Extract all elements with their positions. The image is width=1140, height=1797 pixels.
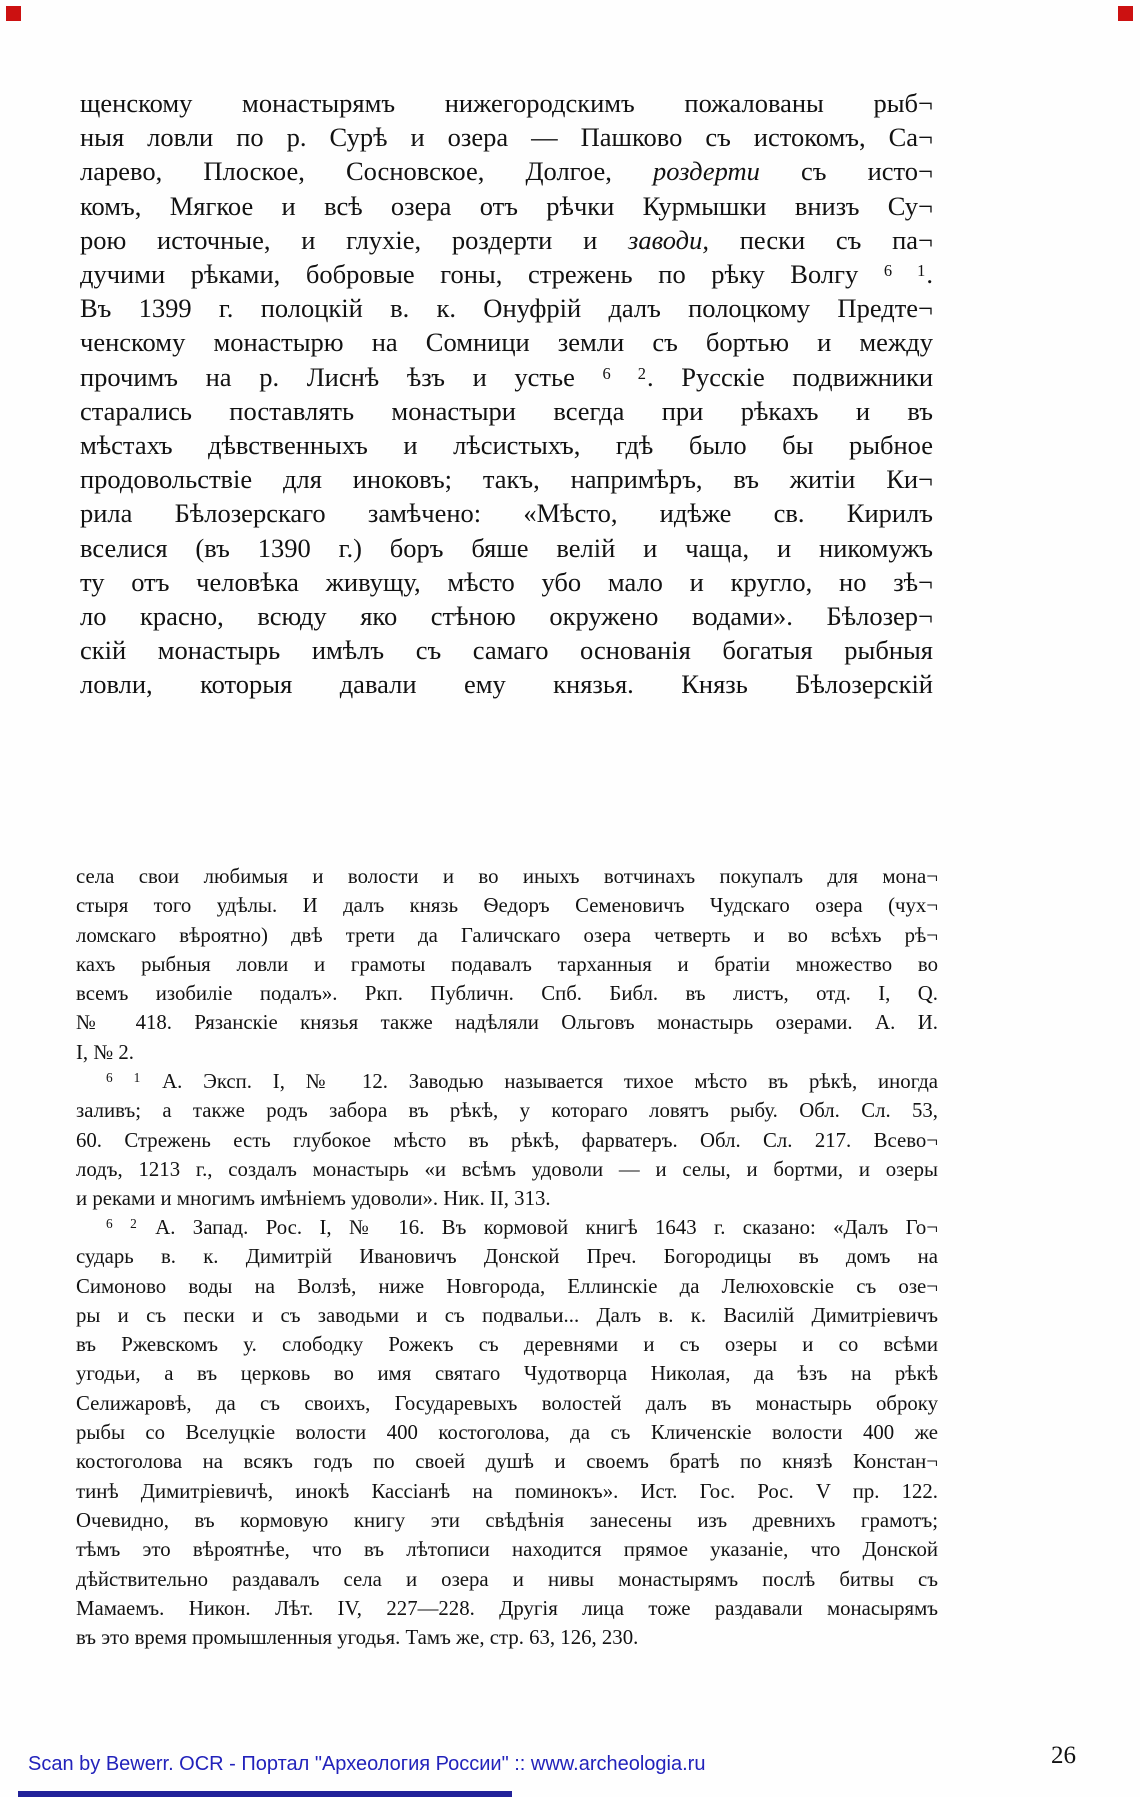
text-line: прочимъ на р. Лиснѣ ѣзъ и устье $^{6 2}$. Русскіе подвижники xyxy=(80,361,933,392)
text-line: № 418. Рязанскіе князья также надѣляли Ольговъ монастырь озерами. А. И. xyxy=(76,1011,938,1035)
text-line: всемъ изобиліе подалъ». Ркп. Публичн. Спб. Библ. въ листъ, отд. I, Q. xyxy=(76,982,938,1006)
text-line: продовольствіе для иноковъ; такъ, напримѣръ, въ житіи Ки¬ xyxy=(80,464,933,495)
text-line: тѣмъ это вѣроятнѣе, что въ лѣтописи находится прямое указаніе, что Донской xyxy=(76,1538,938,1562)
page-number: 26 xyxy=(1051,1742,1076,1769)
text-line: лодъ, 1213 г., создалъ монастырь «и всѣмъ удоволи — и селы, и бортми, и озеры xyxy=(76,1157,938,1181)
footnote-61-block xyxy=(76,1067,938,1213)
text-line: Въ 1399 г. полоцкій в. к. Онуфрій далъ полоцкому Предте¬ xyxy=(80,293,933,324)
text-line: рою источные, и глухіе, роздерти и заводи, пески съ па¬ xyxy=(80,224,934,255)
main-body-text xyxy=(80,86,933,702)
text-line: рила Бѣлозерскаго замѣчено: «Мѣсто, идѣже св. Кирилъ xyxy=(80,498,933,529)
text-line: вселися (въ 1390 г.) боръ бяше велій и чаща, и никомужъ xyxy=(80,532,933,563)
text-line: Очевидно, въ кормовую книгу эти свѣдѣнія занесены изъ древнихъ грамотъ; xyxy=(76,1508,938,1532)
text-line: угодьи, а въ церковь во имя святаго Чудотворца Николая, да ѣзъ на рѣкѣ xyxy=(76,1362,938,1386)
text-line: сударь в. к. Димитрій Ивановичъ Донской Преч. Богородицы въ домъ на xyxy=(76,1245,938,1269)
red-corner-mark-right xyxy=(1118,6,1133,21)
text-line: дѣйствительно раздавалъ села и озера и нивы монастырямъ послѣ битвы съ xyxy=(76,1567,938,1591)
text-line: рыбы со Вселуцкіе волости 400 костоголова, да съ Кличенскіе волости 400 же xyxy=(76,1421,938,1445)
scan-credit-footer: Scan by Bewerr. OCR - Портал "Археология России" :: www.archeologia.ru xyxy=(28,1753,706,1775)
text-line: ловли, которыя давали ему князья. Князь Бѣлозерскій xyxy=(80,669,933,700)
text-line: въ это время промышленныя угодья. Тамъ же, стр. 63, 126, 230. xyxy=(76,1626,639,1650)
text-line: кахъ рыбныя ловли и грамоты подавалъ тарханныя и братіи множество во xyxy=(76,952,938,976)
text-line: въ Ржевскомъ у. слободку Рожекъ съ деревнями и съ озеры и со всѣми xyxy=(76,1333,938,1357)
text-line: ныя ловли по р. Сурѣ и озера — Пашково съ истокомъ, Са¬ xyxy=(80,122,933,153)
text-line: старались поставлять монастыри всегда при рѣкахъ и въ xyxy=(80,395,933,426)
text-line: ларево, Плоское, Сосновское, Долгое, роздерти съ исто¬ xyxy=(80,156,933,187)
text-line: села свои любимыя и волости и во иныхъ вотчинахъ покупалъ для мона¬ xyxy=(76,865,938,888)
text-line: заливъ; а также родъ забора въ рѣкѣ, у котораго ловятъ рыбу. Обл. Сл. 53, xyxy=(76,1099,938,1123)
text-line: стыря того удѣлы. И далъ князь Ѳедоръ Семеновичъ Чудскаго озера (чух¬ xyxy=(76,894,938,918)
text-line: $^{6 2}$ А. Запад. Рос. I, № 16. Въ кормовой книгѣ 1643 г. сказано: «Далъ Го¬ xyxy=(106,1216,938,1239)
text-line: ло красно, всюду яко стѣною окружено водами». Бѣлозер¬ xyxy=(80,601,933,632)
text-line: Селижаровѣ, да съ своихъ, Государевыхъ волостей далъ въ монастырь оброку xyxy=(76,1391,938,1415)
text-line: ту отъ человѣка живущу, мѣсто убо мало и кругло, но зѣ¬ xyxy=(80,566,933,597)
text-line: костоголова на всякъ годъ по своей душѣ и своемъ братѣ по князѣ Констан¬ xyxy=(76,1450,938,1474)
text-line: ры и съ пески и съ заводьми и съ подвальи... Далъ в. к. Василій Димитріевичъ xyxy=(76,1303,938,1327)
text-line: тинѣ Димитріевичѣ, инокѣ Кассіанѣ на поминокъ». Ист. Гос. Рос. V пр. 122. xyxy=(76,1479,938,1503)
footnote-continuation-block xyxy=(76,862,938,1067)
text-line: скій монастырь имѣлъ съ самаго основанія богатыя рыбныя xyxy=(80,635,933,666)
text-line: и реками и многимъ имѣніемъ удоволи». Ник. II, 313. xyxy=(76,1187,551,1211)
text-line: комъ, Мягкое и всѣ озера отъ рѣчки Курмышки внизъ Су¬ xyxy=(80,190,933,221)
text-line: дучими рѣками, бобровые гоны, стрежень по рѣку Волгу $^{6 1}$. xyxy=(80,259,934,290)
text-line: 60. Стрежень есть глубокое мѣсто въ рѣкѣ, фарватеръ. Обл. Сл. 217. Всево¬ xyxy=(76,1128,938,1152)
text-line: мѣстахъ дѣвственныхъ и лѣсистыхъ, гдѣ было бы рыбное xyxy=(80,430,933,461)
text-line: щенскому монастырямъ нижегородскимъ пожалованы рыб¬ xyxy=(80,88,933,118)
text-line: Мамаемъ. Никон. Лѣт. IV, 227—228. Другія лица тоже раздавали монасырямъ xyxy=(76,1596,938,1620)
text-line: I, № 2. xyxy=(76,1040,134,1064)
text-line: ченскому монастырю на Сомници земли съ бортью и между xyxy=(80,327,933,358)
text-line: $^{6 1}$ А. Эксп. I, № 12. Заводью называется тихое мѣсто въ рѣкѣ, иногда xyxy=(106,1070,939,1093)
red-corner-mark-left xyxy=(6,6,21,21)
text-line: Симоново воды на Волзѣ, ниже Новгорода, Еллинскіе да Лелюховскіе съ озе¬ xyxy=(76,1274,938,1298)
footer-underline-bar xyxy=(18,1791,512,1797)
footnote-62-block xyxy=(76,1213,938,1652)
text-line: ломскаго вѣроятно) двѣ трети да Галичскаго озера четверть и во всѣхъ рѣ¬ xyxy=(76,923,938,947)
